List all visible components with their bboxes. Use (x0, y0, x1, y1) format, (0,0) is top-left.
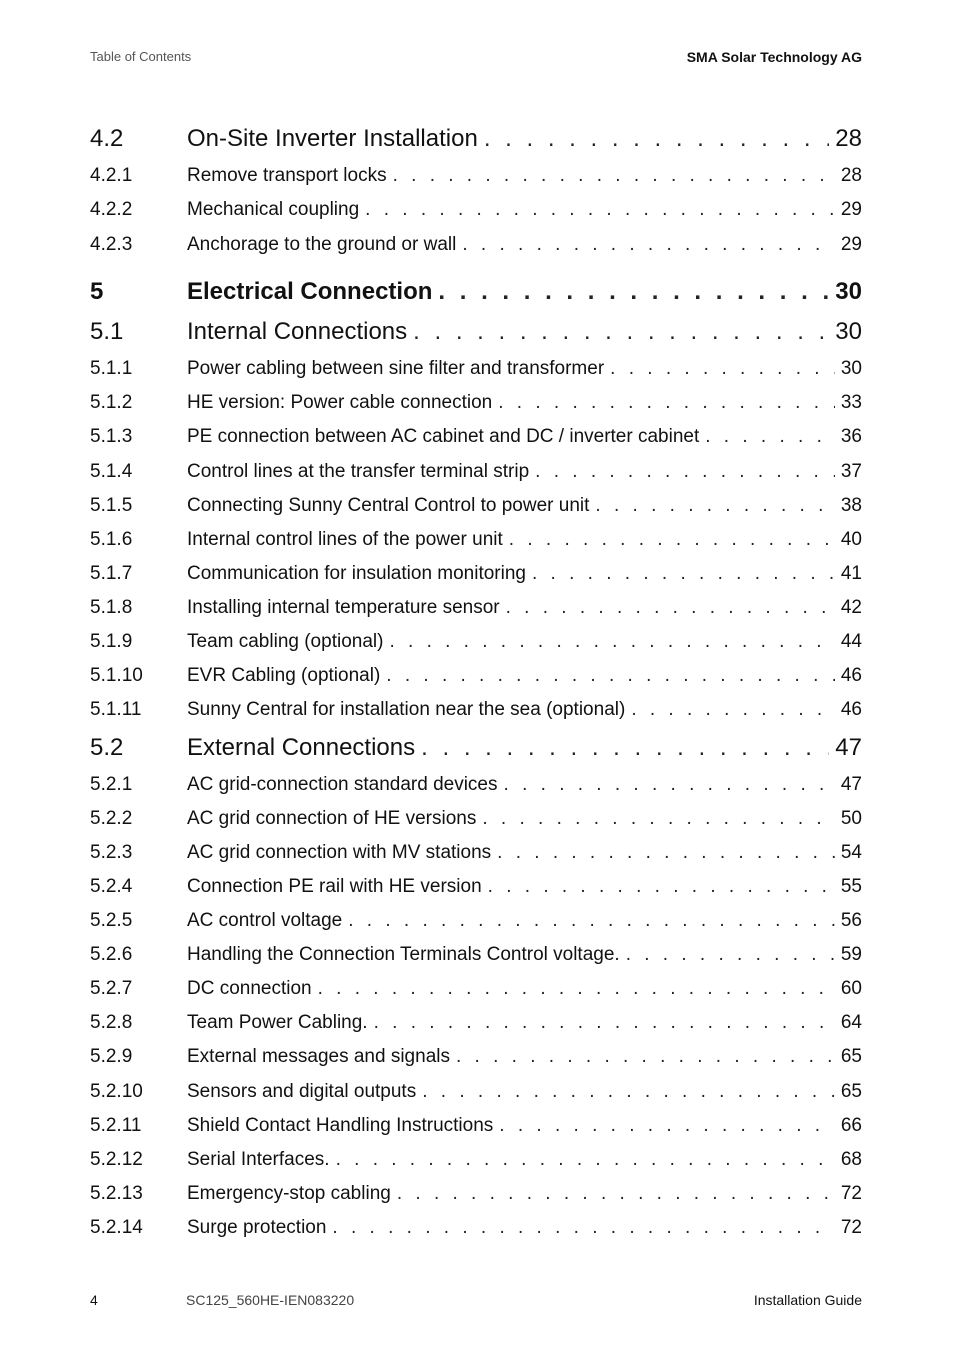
footer-page-number: 4 (90, 1292, 98, 1308)
toc-entry-page: 29 (840, 234, 862, 255)
toc-entry[interactable] (90, 665, 862, 687)
toc-entry-page: 72 (840, 1217, 862, 1238)
toc-entry-title: Control lines at the transfer terminal strip (187, 461, 530, 482)
toc-entry-number: 4.2.1 (90, 165, 133, 186)
toc-entry-number: 5.2.3 (90, 842, 133, 863)
toc-dot-leader (438, 278, 829, 306)
toc-entry-page: 46 (840, 665, 862, 686)
toc-entry-title: Remove transport locks (187, 165, 387, 186)
toc-entry-title: HE version: Power cable connection (187, 392, 493, 413)
toc-entry-title: On-Site Inverter Installation (187, 125, 478, 152)
toc-dot-leader (318, 978, 835, 1000)
toc-dot-leader (393, 165, 835, 187)
toc-entry-title: External Connections (187, 734, 416, 761)
toc-dot-leader (626, 944, 835, 966)
toc-entry[interactable] (90, 1081, 862, 1103)
toc-dot-leader (365, 199, 835, 221)
toc-entry-title: Team Power Cabling. (187, 1012, 368, 1033)
toc-entry-page: 47 (840, 774, 862, 795)
toc-entry-page: 30 (840, 358, 862, 379)
toc-entry-number: 5.1.4 (90, 461, 133, 482)
toc-entry[interactable] (90, 978, 862, 1000)
toc-entry[interactable] (90, 318, 862, 346)
toc-entry-page: 68 (840, 1149, 862, 1170)
toc-entry-title: AC grid connection with MV stations (187, 842, 492, 863)
toc-entry[interactable] (90, 842, 862, 864)
toc-entry-number: 5.2.14 (90, 1217, 143, 1238)
toc-entry-page: 66 (840, 1115, 862, 1136)
footer-document-id: SC125_560HE-IEN083220 (186, 1292, 355, 1308)
toc-entry-title: Handling the Connection Terminals Control voltage. (187, 944, 620, 965)
toc-dot-leader (456, 1046, 835, 1068)
toc-entry-page: 55 (840, 876, 862, 897)
toc-entry[interactable] (90, 1046, 862, 1068)
toc-entry[interactable] (90, 1217, 862, 1239)
toc-entry-title: Sunny Central for installation near the sea (optional) (187, 699, 626, 720)
toc-entry-number: 5.2.8 (90, 1012, 133, 1033)
toc-entry-number: 5.1.2 (90, 392, 133, 413)
toc-entry-title: Sensors and digital outputs (187, 1081, 417, 1102)
toc-entry-number: 5.2.7 (90, 978, 133, 999)
toc-entry-number: 5 (90, 278, 104, 305)
toc-entry-number: 5.2.10 (90, 1081, 143, 1102)
toc-entry-number: 5.2.4 (90, 876, 133, 897)
toc-entry-title: Connecting Sunny Central Control to power unit (187, 495, 590, 516)
toc-entry[interactable] (90, 125, 862, 153)
toc-entry[interactable] (90, 774, 862, 796)
toc-entry-page: 37 (840, 461, 862, 482)
toc-entry-title: Connection PE rail with HE version (187, 876, 482, 897)
toc-entry-number: 5.1.11 (90, 699, 142, 720)
toc-entry-number: 5.2.6 (90, 944, 133, 965)
toc-entry-number: 4.2 (90, 125, 124, 152)
toc-entry-number: 5.1.3 (90, 426, 133, 447)
toc-entry-number: 5.2.2 (90, 808, 133, 829)
toc-entry-page: 65 (840, 1081, 862, 1102)
toc-dot-leader (610, 358, 835, 380)
toc-dot-leader (498, 392, 835, 414)
footer-document-type: Installation Guide (753, 1292, 862, 1308)
toc-entry-number: 5.1.1 (90, 358, 133, 379)
toc-dot-leader (488, 876, 835, 898)
header-company-name: SMA Solar Technology AG (686, 49, 862, 65)
toc-entry-title: External messages and signals (187, 1046, 450, 1067)
toc-dot-leader (389, 631, 834, 653)
toc-dot-leader (504, 774, 835, 796)
toc-entry-title: AC grid-connection standard devices (187, 774, 498, 795)
toc-entry-page: 59 (840, 944, 862, 965)
toc-entry[interactable] (90, 278, 862, 306)
toc-entry-page: 36 (840, 426, 862, 447)
toc-entry-title: Shield Contact Handling Instructions (187, 1115, 494, 1136)
toc-entry-page: 56 (840, 910, 862, 931)
toc-entry[interactable] (90, 234, 862, 256)
toc-entry-page: 60 (840, 978, 862, 999)
toc-dot-leader (421, 734, 829, 762)
toc-entry[interactable] (90, 808, 862, 830)
toc-entry-page: 40 (840, 529, 862, 550)
toc-entry-number: 5.2.13 (90, 1183, 143, 1204)
toc-entry-page: 64 (840, 1012, 862, 1033)
toc-entry[interactable] (90, 734, 862, 762)
toc-dot-leader (348, 910, 835, 932)
toc-entry-number: 5.1 (90, 318, 124, 345)
toc-dot-leader (397, 1183, 835, 1205)
toc-entry-title: Emergency-stop cabling (187, 1183, 391, 1204)
toc-entry-title: EVR Cabling (optional) (187, 665, 381, 686)
toc-dot-leader (631, 699, 835, 721)
toc-entry[interactable] (90, 1012, 862, 1034)
toc-entry-page: 65 (840, 1046, 862, 1067)
toc-entry[interactable] (90, 199, 862, 221)
toc-dot-leader (413, 318, 829, 346)
toc-entry-page: 47 (835, 734, 862, 761)
toc-entry-title: DC connection (187, 978, 312, 999)
toc-entry[interactable] (90, 944, 862, 966)
toc-entry-page: 72 (840, 1183, 862, 1204)
toc-entry-page: 44 (840, 631, 862, 652)
toc-entry-title: Surge protection (187, 1217, 327, 1238)
toc-entry[interactable] (90, 563, 862, 585)
toc-entry[interactable] (90, 165, 862, 187)
toc-dot-leader (595, 495, 834, 517)
toc-entry-title: AC control voltage (187, 910, 343, 931)
toc-dot-leader (422, 1081, 835, 1103)
toc-dot-leader (535, 461, 835, 483)
toc-entry-page: 30 (835, 278, 862, 305)
toc-entry-number: 5.2.12 (90, 1149, 143, 1170)
toc-dot-leader (509, 529, 835, 551)
toc-entry[interactable] (90, 529, 862, 551)
toc-entry-page: 50 (840, 808, 862, 829)
toc-entry-number: 4.2.3 (90, 234, 133, 255)
toc-entry-page: 42 (840, 597, 862, 618)
toc-entry-title: Electrical Connection (187, 278, 433, 305)
toc-entry-number: 5.1.10 (90, 665, 143, 686)
toc-entry-number: 4.2.2 (90, 199, 133, 220)
toc-entry-title: Team cabling (optional) (187, 631, 384, 652)
toc-entry-number: 5.2 (90, 734, 124, 761)
toc-entry-number: 5.1.6 (90, 529, 133, 550)
toc-entry-title: Internal Connections (187, 318, 408, 345)
toc-entry[interactable] (90, 358, 862, 380)
toc-entry[interactable] (90, 631, 862, 653)
toc-entry-title: Communication for insulation monitoring (187, 563, 526, 584)
toc-entry-number: 5.1.5 (90, 495, 133, 516)
toc-dot-leader (484, 125, 829, 153)
toc-entry-title: Mechanical coupling (187, 199, 360, 220)
toc-dot-leader (506, 597, 835, 619)
toc-entry-title: Anchorage to the ground or wall (187, 234, 457, 255)
toc-dot-leader (374, 1012, 835, 1034)
toc-dot-leader (497, 842, 835, 864)
toc-dot-leader (532, 563, 835, 585)
toc-entry-page: 54 (840, 842, 862, 863)
toc-entry-title: PE connection between AC cabinet and DC / inverter cabinet (187, 426, 700, 447)
toc-entry-number: 5.2.1 (90, 774, 133, 795)
toc-entry[interactable] (90, 597, 862, 619)
toc-entry-page: 29 (840, 199, 862, 220)
toc-entry-page: 38 (840, 495, 862, 516)
toc-entry-title: Power cabling between sine filter and transformer (187, 358, 605, 379)
toc-entry[interactable] (90, 876, 862, 898)
toc-entry-page: 30 (835, 318, 862, 345)
toc-dot-leader (332, 1217, 834, 1239)
toc-entry[interactable] (90, 1115, 862, 1137)
toc-dot-leader (386, 665, 835, 687)
toc-entry[interactable] (90, 495, 862, 517)
toc-entry[interactable] (90, 426, 862, 448)
toc-dot-leader (482, 808, 834, 830)
header-section-title: Table of Contents (90, 49, 192, 64)
toc-entry[interactable] (90, 910, 862, 932)
toc-entry[interactable] (90, 461, 862, 483)
toc-entry-number: 5.2.9 (90, 1046, 133, 1067)
toc-entry-number: 5.1.8 (90, 597, 133, 618)
toc-entry-number: 5.1.9 (90, 631, 133, 652)
toc-entry[interactable] (90, 699, 862, 721)
toc-entry-number: 5.2.5 (90, 910, 133, 931)
toc-entry-page: 46 (840, 699, 862, 720)
toc-entry-title: Installing internal temperature sensor (187, 597, 500, 618)
toc-entry-page: 28 (840, 165, 862, 186)
toc-entry-title: Internal control lines of the power unit (187, 529, 503, 550)
toc-dot-leader (462, 234, 835, 256)
toc-entry[interactable] (90, 392, 862, 414)
toc-entry-number: 5.1.7 (90, 563, 133, 584)
toc-entry-number: 5.2.11 (90, 1115, 142, 1136)
toc-entry-page: 28 (835, 125, 862, 152)
toc-entry-page: 41 (840, 563, 862, 584)
toc-dot-leader (705, 426, 835, 448)
toc-dot-leader (499, 1115, 835, 1137)
toc-entry-title: Serial Interfaces. (187, 1149, 330, 1170)
toc-entry[interactable] (90, 1149, 862, 1171)
toc-entry[interactable] (90, 1183, 862, 1205)
toc-entry-title: AC grid connection of HE versions (187, 808, 477, 829)
toc-entry-page: 33 (840, 392, 862, 413)
toc-dot-leader (336, 1149, 835, 1171)
